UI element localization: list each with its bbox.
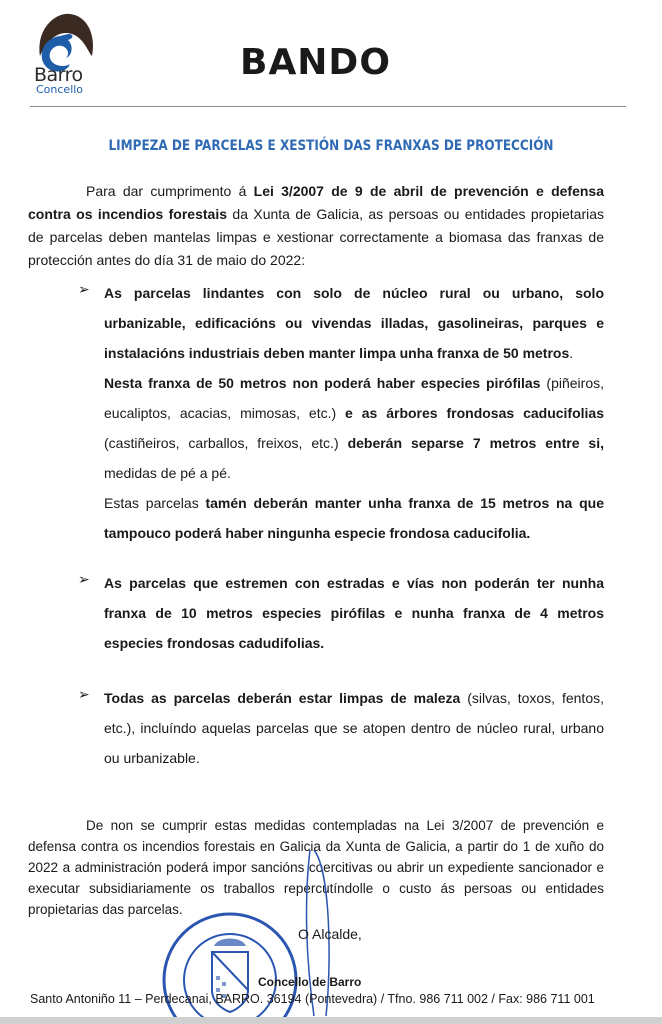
- bullet-item-2: [104, 568, 604, 658]
- bullet-item-3: [104, 683, 604, 773]
- intro-text-2: da Xunta de Galicia, as persoas ou entidades propietarias de parcelas deben mantelas limpas e xestionar correctamente a biomasa das franxas de protección antes do día 31 de maio do 2022:: [28, 206, 605, 268]
- closing-paragraph: De non se cumprir estas medidas contempladas na Lei 3/2007 de prevención e defensa contra os incendios forestais en Galicia da Xunta de Galicia, a partir do 1 de xuño do 2022 a administración poderá impor sancións coercitivas ou abrir un expediente sancionador e executar subsidiariamente os traballos repercutíndolle o custo ás persoas ou entidades propietarias das parcelas.: [28, 818, 604, 917]
- bullet-2-bold-1: As parcelas que estremen con estradas e vías non poderán ter nunha franxa de 10 metros especies pirófilas e nunha franxa de 4 metros especies frondosas cadudifolias.: [104, 575, 604, 651]
- bullet-1-text-2: (piñeiros, eucaliptos, acacias, mimosas, etc.): [104, 375, 604, 421]
- bullet-item-1: [104, 278, 604, 548]
- bullet-1-bold-2: Nesta franxa de 50 metros non poderá haber especies pirófilas: [104, 375, 541, 391]
- footer-address: Santo Antoniño 11 – Perdecanai, BARRO. 36194 (Pontevedra) / Tfno. 986 711 002 / Fax: 986 711 001: [30, 992, 595, 1006]
- bottom-edge: [0, 1017, 662, 1024]
- intro-paragraph: [28, 180, 604, 272]
- logo-name: Barro: [34, 64, 83, 86]
- document-title: BANDO: [240, 42, 391, 83]
- bullet-3-bold-1: Todas as parcelas deberán estar limpas de maleza: [104, 690, 461, 706]
- bullet-1-bold-1: As parcelas lindantes con solo de núcleo rural ou urbano, solo urbanizable, edificacións ou vivendas illadas, gasolineiras, parques e instalacións industriais deben manter limpa unha franxa de 50 metros: [104, 285, 604, 361]
- bullet-1-bold-4: deberán separse 7 metros entre si,: [347, 435, 605, 451]
- signatory-entity: Concello de Barro: [258, 975, 362, 989]
- bullet-1-text-5: Estas parcelas: [104, 495, 206, 511]
- bullet-1-text-3: (castiñeiros, carballos, freixos, etc.): [104, 435, 348, 451]
- document-subtitle: LIMPEZA DE PARCELAS E XESTIÓN DAS FRANXAS DE PROTECCIÓN: [108, 138, 554, 154]
- header-divider: [30, 106, 626, 107]
- bullet-arrow-icon: ➢: [78, 571, 90, 587]
- logo-subtitle: Concello: [36, 83, 84, 96]
- bullet-arrow-icon: ➢: [78, 281, 90, 297]
- bullet-1-text-4: medidas de pé a pé.: [104, 465, 231, 481]
- signatory-role: O Alcalde,: [298, 926, 362, 942]
- bullet-1-bold-3: e as árbores frondosas caducifolias: [345, 405, 604, 421]
- bullet-1-text-1: .: [569, 345, 574, 361]
- bullet-arrow-icon: ➢: [78, 686, 90, 702]
- bullet-1-bold-5: tamén deberán manter unha franxa de 15 metros na que tampouco poderá haber ningunha especie frondosa caducifolia.: [104, 495, 604, 541]
- bullet-3-text-1: (silvas, toxos, fentos, etc.), incluíndo aquelas parcelas que se atopen dentro de núcleo rural, urbano ou urbanizable.: [104, 690, 604, 766]
- intro-text-1: Para dar cumprimento á: [86, 183, 254, 199]
- intro-law-reference: Lei 3/2007 de 9 de abril de prevención e defensa contra os incendios forestais: [28, 183, 604, 222]
